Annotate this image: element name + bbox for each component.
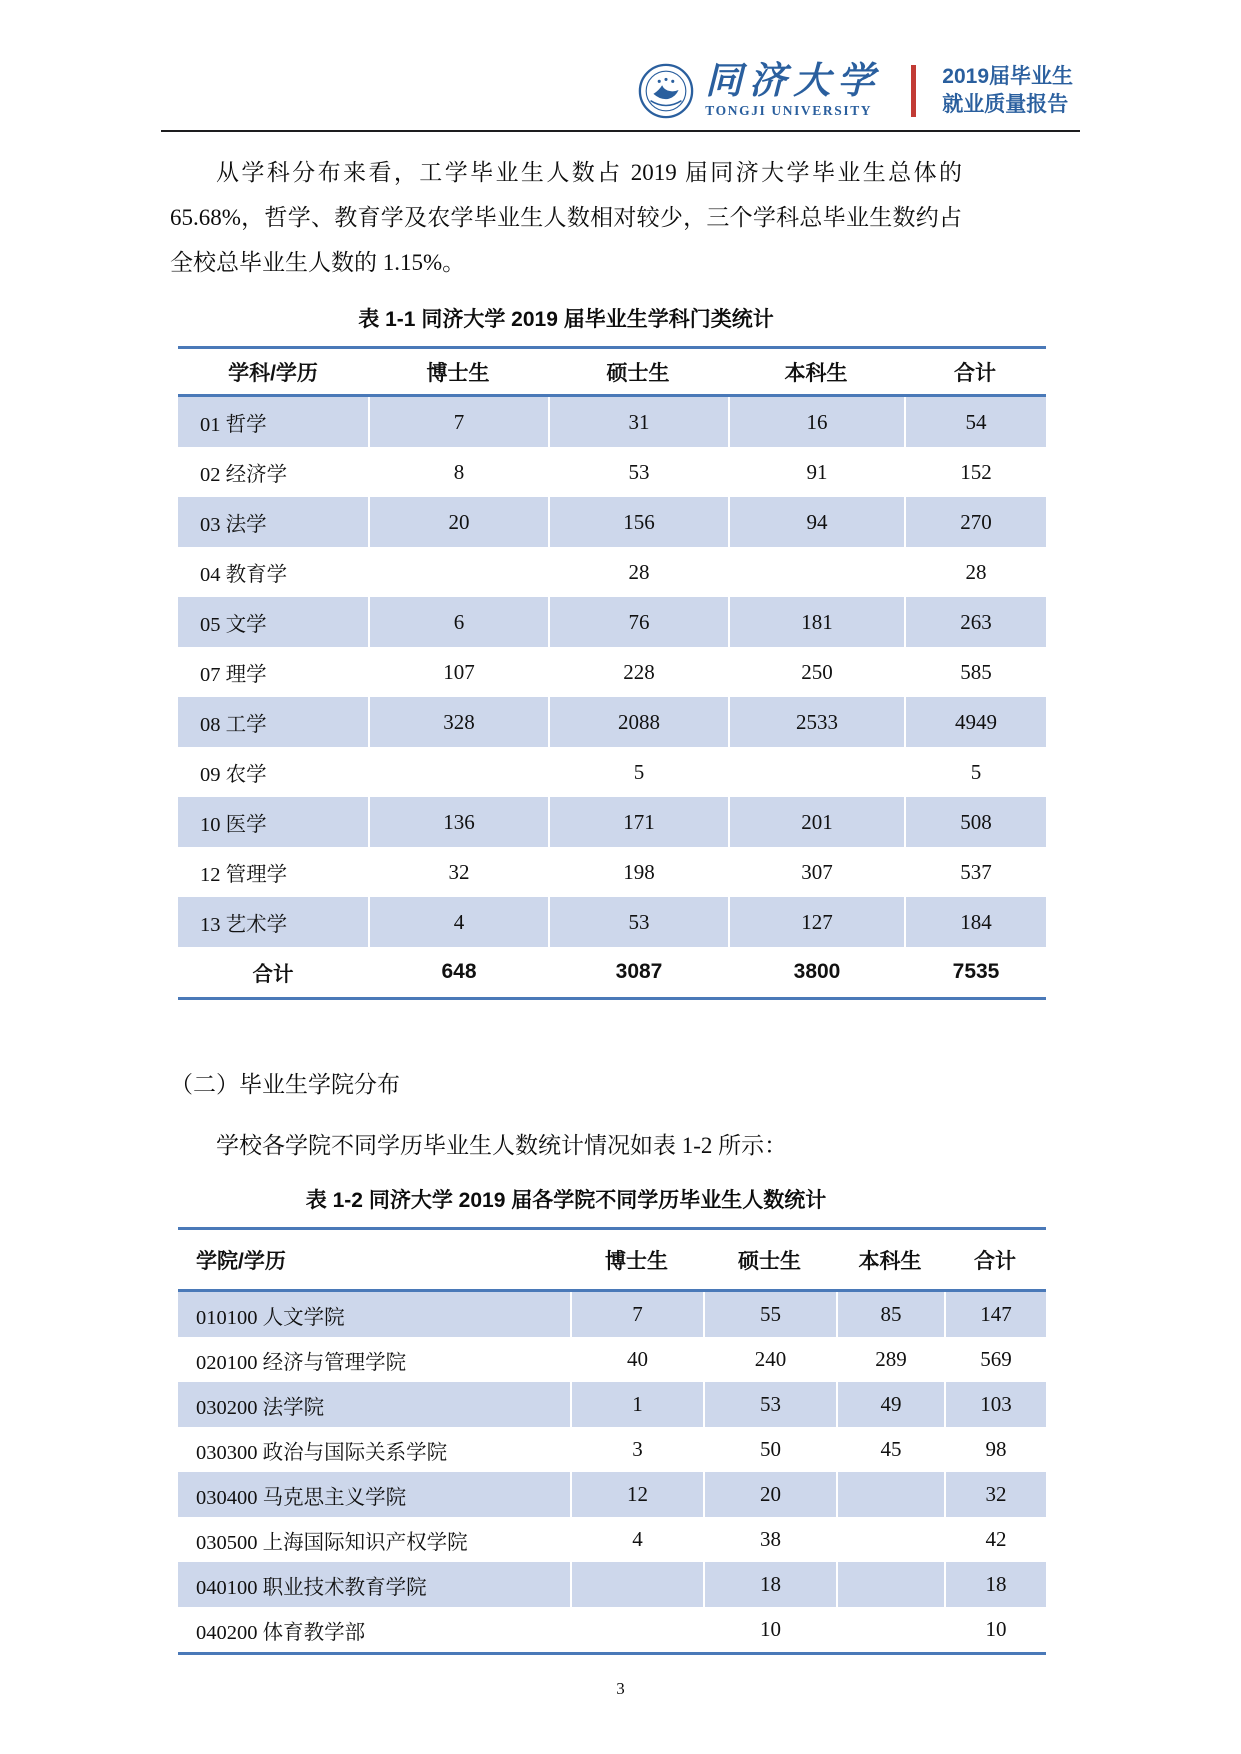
total-value: 648 [368,947,548,997]
intro-paragraph: 从学科分布来看，工学毕业生人数占 2019 届同济大学毕业生总体的 65.68%，哲学、教育学及农学毕业生人数相对较少，三个学科总毕业生数约占全校总毕业生人数的 1.15%。 [170,160,962,275]
report-title-line1: 2019届毕业生 [942,64,1073,88]
row-value: 4 [570,1517,703,1562]
total-value: 3800 [728,947,904,997]
table-1-2 [178,1227,1046,1655]
row-label: 08 工学 [200,714,267,736]
row-value: 240 [703,1337,836,1382]
column-header: 合计 [974,1249,1016,1273]
table-row [178,1292,1046,1337]
tongji-logo [637,62,881,120]
row-value: 49 [836,1382,944,1427]
row-value: 38 [703,1517,836,1562]
row-value: 76 [548,597,728,647]
table-row [178,847,1046,897]
row-value: 20 [368,497,548,547]
row-value: 8 [368,447,548,497]
row-value [836,1562,944,1607]
row-value: 10 [944,1607,1046,1652]
row-value: 28 [548,547,728,597]
row-value: 50 [703,1427,836,1472]
header-red-divider [911,65,916,117]
column-header: 博士生 [605,1249,668,1273]
row-value [728,747,904,797]
row-value: 31 [548,397,728,447]
column-header: 本科生 [858,1249,922,1273]
row-value: 16 [728,397,904,447]
total-label: 合计 [252,963,294,986]
table-total-row [178,947,1046,997]
table-1-1 [178,346,1046,1000]
row-value: 53 [548,447,728,497]
row-value [836,1607,944,1652]
total-value: 7535 [904,947,1046,997]
row-value: 20 [703,1472,836,1517]
row-label: 07 理学 [200,664,267,686]
university-name-cn: 同济大学 [705,61,882,102]
table-row [178,1427,1046,1472]
column-header: 合计 [954,361,996,385]
row-value: 32 [944,1472,1046,1517]
row-label: 09 农学 [200,764,267,786]
row-label: 040200 体育教学部 [196,1621,366,1644]
table-row [178,397,1046,447]
row-label: 030400 马克思主义学院 [196,1486,407,1509]
row-value: 5 [904,747,1046,797]
table-row [178,1337,1046,1382]
row-value: 94 [728,497,904,547]
column-header: 学科/学历 [228,361,318,385]
row-value: 263 [904,597,1046,647]
university-name-en: TONGJI UNIVERSITY [705,103,873,118]
row-value: 328 [368,697,548,747]
row-value: 18 [703,1562,836,1607]
table-row [178,1472,1046,1517]
row-value: 98 [944,1427,1046,1472]
row-value: 147 [944,1292,1046,1337]
report-title [942,63,1073,120]
row-value: 585 [904,647,1046,697]
column-header: 博士生 [426,361,490,385]
row-value: 32 [368,847,548,897]
column-header: 硕士生 [606,361,670,385]
row-value [570,1607,703,1652]
row-label: 010100 人文学院 [196,1306,345,1329]
row-label: 13 艺术学 [200,914,288,936]
column-header: 本科生 [784,361,848,385]
row-value: 3 [570,1427,703,1472]
row-value: 569 [944,1337,1046,1382]
row-value: 6 [368,597,548,647]
column-header: 硕士生 [738,1249,801,1273]
row-label: 03 法学 [200,514,267,536]
header-rule [161,130,1080,132]
row-value: 250 [728,647,904,697]
row-value: 54 [904,397,1046,447]
row-value: 201 [728,797,904,847]
row-value: 45 [836,1427,944,1472]
table-row [178,1382,1046,1427]
row-value: 181 [728,597,904,647]
table-header-row [178,349,1046,397]
table-row [178,547,1046,597]
row-value [728,547,904,597]
row-label: 02 经济学 [200,464,288,486]
row-value [368,747,548,797]
row-value [570,1562,703,1607]
row-value: 103 [944,1382,1046,1427]
row-value: 7 [368,397,548,447]
row-value: 4949 [904,697,1046,747]
page-number: 3 [616,1679,625,1698]
row-label: 01 哲学 [200,414,267,436]
row-value: 10 [703,1607,836,1652]
row-label: 10 医学 [200,814,267,836]
total-value: 3087 [548,947,728,997]
row-value: 5 [548,747,728,797]
table-row [178,597,1046,647]
row-value: 537 [904,847,1046,897]
table-row [178,1562,1046,1607]
table-row [178,897,1046,947]
table-1-1-title: 表 1-1 同济大学 2019 届毕业生学科门类统计 [358,308,774,331]
table-row [178,747,1046,797]
row-label: 12 管理学 [200,864,288,886]
row-value [836,1517,944,1562]
row-value: 289 [836,1337,944,1382]
table-row [178,647,1046,697]
row-value: 4 [368,897,548,947]
report-title-line2: 就业质量报告 [942,93,1069,116]
row-value [836,1472,944,1517]
row-value: 156 [548,497,728,547]
row-label: 020100 经济与管理学院 [196,1351,407,1374]
row-value: 53 [703,1382,836,1427]
row-value: 7 [570,1292,703,1337]
table-row [178,1517,1046,1562]
table-row [178,447,1046,497]
row-label: 030300 政治与国际关系学院 [196,1441,448,1464]
table-row [178,797,1046,847]
row-value: 228 [548,647,728,697]
row-value: 53 [548,897,728,947]
row-value: 270 [904,497,1046,547]
row-value: 184 [904,897,1046,947]
section-2-heading: （二）毕业生学院分布 [170,1072,400,1097]
row-label: 040100 职业技术教育学院 [196,1576,427,1599]
column-header: 学院/学历 [196,1249,286,1273]
row-value: 198 [548,847,728,897]
row-value: 91 [728,447,904,497]
row-value: 28 [904,547,1046,597]
row-label: 05 文学 [200,614,267,636]
row-value: 1 [570,1382,703,1427]
row-value: 107 [368,647,548,697]
row-label: 04 教育学 [200,564,288,586]
row-value: 40 [570,1337,703,1382]
row-value: 85 [836,1292,944,1337]
row-value: 2533 [728,697,904,747]
row-value: 55 [703,1292,836,1337]
section-2-paragraph: 学校各学院不同学历毕业生人数统计情况如表 1-2 所示： [216,1133,788,1158]
row-value: 136 [368,797,548,847]
row-value: 12 [570,1472,703,1517]
table-row [178,497,1046,547]
table-1-2-title: 表 1-2 同济大学 2019 届各学院不同学历毕业生人数统计 [305,1189,827,1212]
table-header-row [178,1230,1046,1292]
row-value: 171 [548,797,728,847]
page-header [0,0,1241,132]
row-value: 42 [944,1517,1046,1562]
row-value: 307 [728,847,904,897]
row-value: 2088 [548,697,728,747]
row-value: 127 [728,897,904,947]
tongji-seal-icon [637,62,695,120]
row-value: 152 [904,447,1046,497]
row-label: 030200 法学院 [196,1396,325,1419]
table-row [178,697,1046,747]
row-value: 18 [944,1562,1046,1607]
row-value [368,547,548,597]
row-value: 508 [904,797,1046,847]
table-row [178,1607,1046,1652]
row-label: 030500 上海国际知识产权学院 [196,1531,468,1554]
